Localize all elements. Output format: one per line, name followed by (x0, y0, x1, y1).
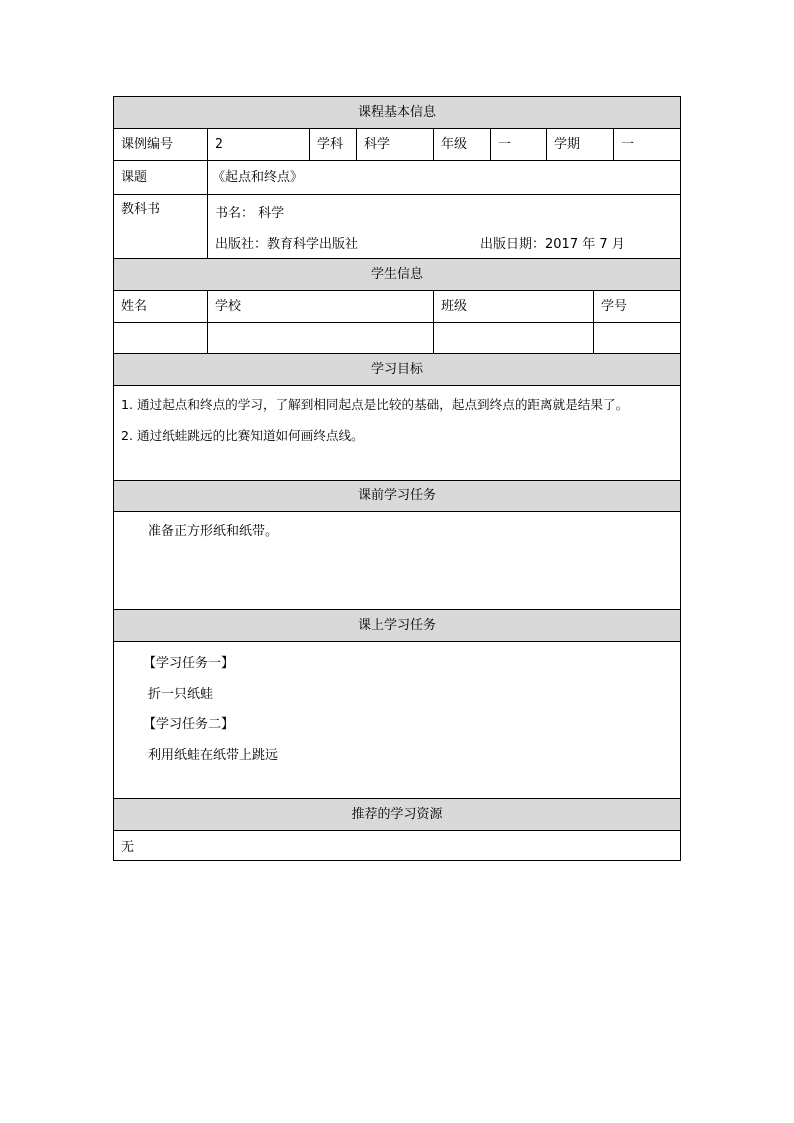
pre-task-title: 课前学习任务 (357, 488, 436, 503)
textbook-label: 教科书 (114, 195, 208, 258)
textbook-row (114, 195, 680, 259)
grade-label: 年级 (434, 129, 491, 160)
student-id-label: 学号 (601, 299, 628, 314)
in-class-header (114, 610, 680, 642)
task2-title: 【学习任务二】 (143, 717, 235, 732)
name-label: 姓名 (114, 291, 208, 322)
pre-task-text: 准备正方形纸和纸带。 (148, 524, 279, 539)
topic-value: 《起点和终点》 (212, 170, 304, 185)
course-info-title: 课程基本信息 (357, 105, 436, 120)
term-label: 学期 (547, 129, 614, 160)
in-class-title: 课上学习任务 (357, 618, 436, 633)
subject-value: 科学 (357, 129, 434, 160)
resources-title: 推荐的学习资源 (351, 807, 443, 822)
student-id-value (594, 323, 682, 353)
task1-text: 折一只纸蛙 (148, 687, 214, 702)
student-info-title: 学生信息 (370, 267, 423, 282)
case-no-value: 2 (208, 129, 310, 160)
pre-task-content (114, 512, 680, 610)
resources-header (114, 799, 680, 831)
resources-content (114, 831, 680, 860)
topic-row (114, 161, 680, 195)
name-value (114, 323, 208, 353)
lesson-info-table (113, 96, 681, 861)
pre-task-header (114, 481, 680, 512)
grade-value: 一 (491, 129, 547, 160)
student-values-row (114, 323, 680, 354)
term-value: 一 (621, 137, 635, 152)
goal-item-2: 2. 通过纸蛙跳远的比赛知道如何画终点线。 (121, 428, 364, 443)
class-label: 班级 (434, 291, 594, 322)
in-class-content (114, 642, 680, 799)
student-info-header (114, 259, 680, 291)
course-info-header (114, 97, 680, 129)
subject-label: 学科 (310, 129, 357, 160)
task2-text: 利用纸蛙在纸带上跳远 (148, 748, 279, 763)
class-value (434, 323, 594, 353)
case-no-label: 课例编号 (114, 129, 208, 160)
topic-label: 课题 (114, 161, 208, 194)
course-meta-row (114, 129, 680, 161)
book-name: 书名： 科学 (215, 206, 285, 221)
publish-date: 出版日期：2017 年 7 月 (480, 237, 625, 252)
goals-header (114, 354, 680, 386)
school-label: 学校 (208, 291, 434, 322)
goals-content (114, 386, 680, 481)
publisher: 出版社：教育科学出版社 (215, 237, 359, 252)
student-labels-row (114, 291, 680, 323)
school-value (208, 323, 434, 353)
resources-text: 无 (121, 840, 135, 855)
goals-title: 学习目标 (370, 362, 423, 377)
task1-title: 【学习任务一】 (143, 656, 235, 671)
goal-item-1: 1. 通过起点和终点的学习，了解到相同起点是比较的基础，起点到终点的距离就是结果了。 (121, 397, 629, 412)
textbook-details (208, 195, 682, 258)
